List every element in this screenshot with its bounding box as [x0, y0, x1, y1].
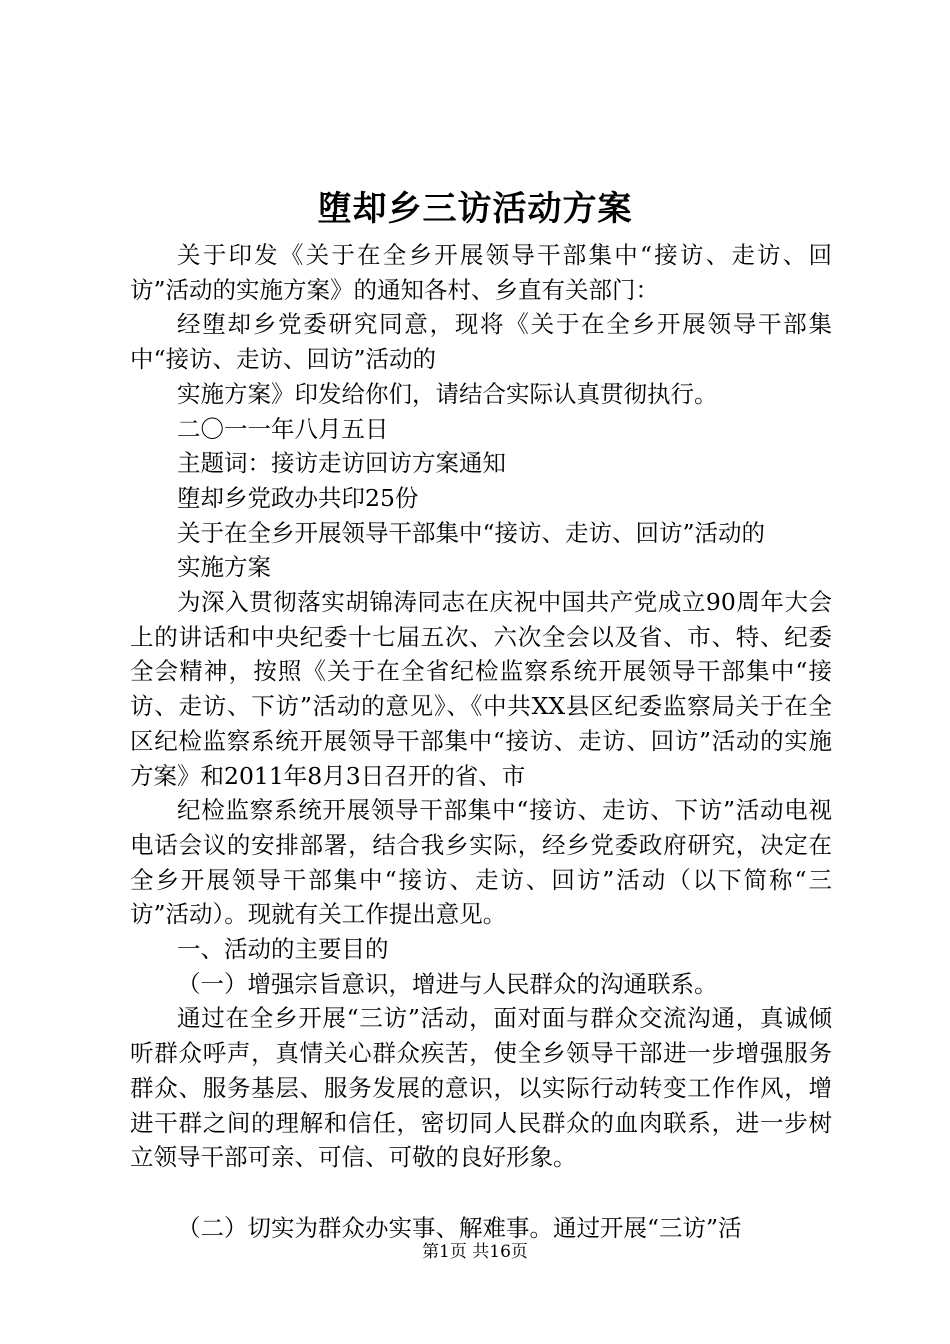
paragraph: 二〇一一年八月五日	[177, 414, 389, 443]
paragraph: 堕却乡党政办共印25份	[177, 483, 419, 512]
paragraph: 关于在全乡开展领导干部集中“接访、走访、回访”活动的	[177, 518, 766, 547]
paragraph: 纪检监察系统开展领导干部集中“接访、走访、下访”活动电视电话会议的安排部署，结合我乡实际，经乡党委政府研究，决定在全乡开展领导干部集中“接访、走访、回访”活动（以下简称“三访”活动）。现就有关工作提出意见。	[130, 796, 832, 929]
document-body	[130, 238, 832, 1246]
paragraph: 主题词：接访走访回访方案通知	[177, 449, 506, 478]
section-heading: 一、活动的主要目的	[177, 935, 389, 964]
paragraph: 为深入贯彻落实胡锦涛同志在庆祝中国共产党成立90周年大会上的讲话和中央纪委十七届五次、六次全会以及省、市、特、纪委全会精神，按照《关于在全省纪检监察系统开展领导干部集中“接访、走访、下访”活动的意见》、《中共XX县区纪委监察局关于在全区纪检监察系统开展领导干部集中“接访、走访、回访”活动的实施方案》和2011年8月3日召开的省、市	[130, 588, 832, 790]
paragraph: 经堕却乡党委研究同意，现将《关于在全乡开展领导干部集中“接访、走访、回访”活动的	[130, 310, 832, 374]
document-title: 堕却乡三访活动方案	[317, 189, 633, 229]
paragraph: （二）切实为群众办实事、解难事。通过开展“三访”活	[177, 1213, 742, 1242]
paragraph: 实施方案	[177, 553, 271, 582]
subsection-heading: （一）增强宗旨意识，增进与人民群众的沟通联系。	[177, 969, 718, 998]
paragraph: 实施方案》印发给你们，请结合实际认真贯彻执行。	[177, 379, 718, 408]
paragraph: 关于印发《关于在全乡开展领导干部集中“接访、走访、回访”活动的实施方案》的通知各村、乡直有关部门：	[130, 241, 832, 304]
paragraph: 通过在全乡开展“三访”活动，面对面与群众交流沟通，真诚倾听群众呼声，真情关心群众疾苦，使全乡领导干部进一步增强服务群众、服务基层、服务发展的意识，以实际行动转变工作作风，增进干群之间的理解和信任，密切同人民群众的血肉联系，进一步树立领导干部可亲、可信、可敬的良好形象。	[130, 1004, 832, 1172]
page-number: 第1页 共16页	[422, 1242, 528, 1262]
